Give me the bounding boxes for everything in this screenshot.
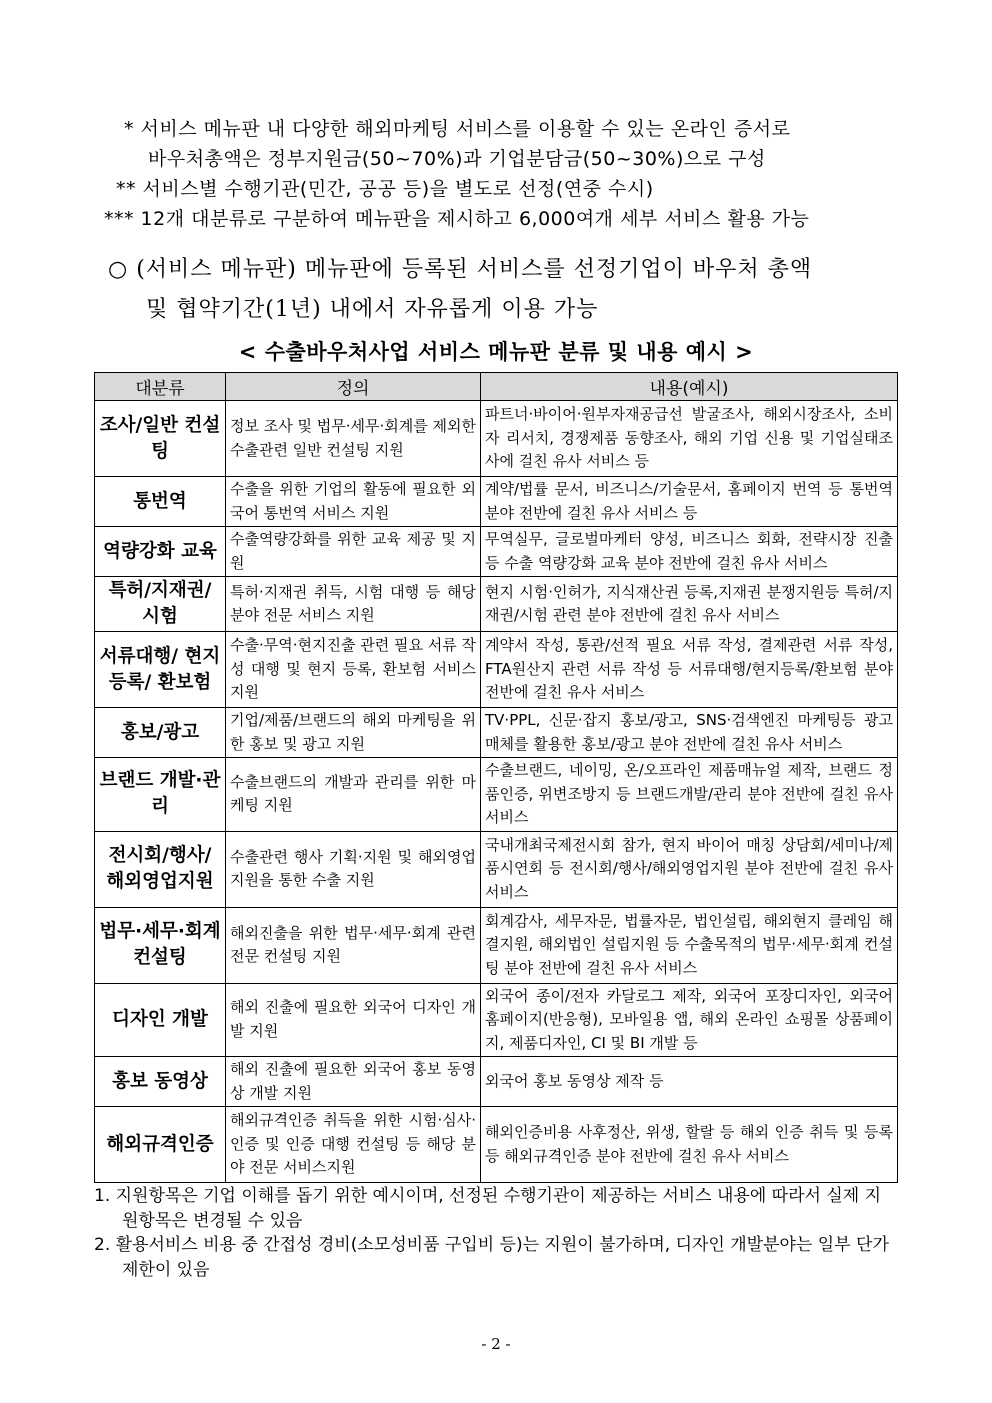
footnote-2: 2. 활용서비스 비용 중 간접성 경비(소모성비품 구입비 등)는 지원이 불가하며, 디자인 개발분야는 일부 단가제한이 있음 (94, 1235, 889, 1280)
table-row (95, 758, 898, 832)
header-definition: 정의 (226, 373, 481, 401)
table-row (95, 983, 898, 1057)
definition-cell: 정보 조사 및 법무·세무·회계를 제외한 수출관련 일반 컨설팅 지원 (226, 401, 481, 477)
category-cell: 홍보 동영상 (95, 1057, 226, 1107)
footnotes (94, 1184, 897, 1282)
note-marker: * (124, 118, 134, 140)
example-cell: 회계감사, 세무자문, 법률자문, 법인설립, 해외현지 클레임 해결지원, 해외법인 설립지원 등 수출목적의 법무·세무·회계 컨설팅 분야 전반에 걸친 유사 서비스 (481, 907, 898, 983)
note-3 (104, 204, 809, 234)
example-cell: 외국어 홍보 동영상 제작 등 (481, 1057, 898, 1107)
example-cell: 수출브랜드, 네이밍, 온/오프라인 제품매뉴얼 제작, 브랜드 정품인증, 위변조방지 등 브랜드개발/관리 분야 전반에 걸친 유사 서비스 (481, 758, 898, 832)
table-row (95, 577, 898, 632)
table-row (95, 401, 898, 477)
table-row (95, 907, 898, 983)
header-category: 대분류 (95, 373, 226, 401)
table-row (95, 632, 898, 708)
category-cell: 통번역 (95, 477, 226, 527)
table-row (95, 527, 898, 577)
definition-cell: 기업/제품/브랜드의 해외 마케팅을 위한 홍보 및 광고 지원 (226, 708, 481, 758)
note-1 (124, 114, 790, 144)
category-cell: 역량강화 교육 (95, 527, 226, 577)
category-cell: 디자인 개발 (95, 983, 226, 1057)
circle-bullet-icon: ○ (108, 257, 129, 282)
footnote-1: 1. 지원항목은 기업 이해를 돕기 위한 예시이며, 선정된 수행기관이 제공하는 서비스 내용에 따라서 실제 지원항목은 변경될 수 있음 (94, 1186, 881, 1231)
category-cell: 홍보/광고 (95, 708, 226, 758)
service-menu-table (94, 372, 898, 1183)
table-row (95, 831, 898, 907)
table-row (95, 1057, 898, 1107)
category-cell: 전시회/행사/ 해외영업지원 (95, 831, 226, 907)
definition-cell: 수출을 위한 기업의 활동에 필요한 외국어 통번역 서비스 지원 (226, 477, 481, 527)
category-cell: 조사/일반 컨설팅 (95, 401, 226, 477)
note-1-continued (148, 144, 766, 174)
example-cell: 계약/법률 문서, 비즈니스/기술문서, 홈페이지 번역 등 통번역 분야 전반에 걸친 유사 서비스 등 (481, 477, 898, 527)
definition-cell: 해외 진출에 필요한 외국어 홍보 동영상 개발 지원 (226, 1057, 481, 1107)
table-row (95, 708, 898, 758)
category-cell: 서류대행/ 현지등록/ 환보험 (95, 632, 226, 708)
table-row (95, 477, 898, 527)
definition-cell: 수출브랜드의 개발과 관리를 위한 마케팅 지원 (226, 758, 481, 832)
bullet-line-2: 및 협약기간(1년) 내에서 자유롭게 이용 가능 (146, 297, 599, 322)
definition-cell: 수출역량강화를 위한 교육 제공 및 지원 (226, 527, 481, 577)
definition-cell: 해외규격인증 취득을 위한 시험·심사·인증 및 인증 대행 컨설팅 등 해당 분야 전문 서비스지원 (226, 1107, 481, 1183)
table-row (95, 1107, 898, 1183)
example-cell: 해외인증비용 사후정산, 위생, 할랄 등 해외 인증 취득 및 등록 등 해외규격인증 분야 전반에 걸친 유사 서비스 (481, 1107, 898, 1183)
bullet-line-1 (108, 250, 908, 290)
page-number: - 2 - (481, 1335, 511, 1353)
note-2 (116, 174, 654, 204)
note-text: 12개 대분류로 구분하여 메뉴판을 제시하고 6,000여개 세부 서비스 활용 가능 (140, 208, 810, 230)
note-marker: ** (116, 178, 136, 200)
category-cell: 브랜드 개발·관리 (95, 758, 226, 832)
note-text: 서비스 메뉴판 내 다양한 해외마케팅 서비스를 이용할 수 있는 온라인 증서로 (140, 118, 791, 140)
example-cell: 국내개최국제전시회 참가, 현지 바이어 매칭 상담회/세미나/제품시연회 등 전시회/행사/해외영업지원 분야 전반에 걸친 유사 서비스 (481, 831, 898, 907)
category-cell: 해외규격인증 (95, 1107, 226, 1183)
example-cell: 계약서 작성, 통관/선적 필요 서류 작성, 결제관련 서류 작성, FTA원산지 관련 서류 작성 등 서류대행/현지등록/환보험 분야 전반에 걸친 유사 서비스 (481, 632, 898, 708)
table-header-row (95, 373, 898, 401)
header-example: 내용(예시) (481, 373, 898, 401)
bullet-text: (서비스 메뉴판) 메뉴판에 등록된 서비스를 선정기업이 바우처 총액 (136, 257, 813, 282)
definition-cell: 해외 진출에 필요한 외국어 디자인 개발 지원 (226, 983, 481, 1057)
example-cell: 파트너·바이어·원부자재공급선 발굴조사, 해외시장조사, 소비자 리서치, 경쟁제품 동향조사, 해외 기업 신용 및 기업실태조사에 걸친 유사 서비스 등 (481, 401, 898, 477)
note-text: 바우처총액은 정부지원금(50~70%)과 기업분담금(50~30%)으로 구성 (148, 148, 766, 170)
example-cell: TV·PPL, 신문·잡지 홍보/광고, SNS·검색엔진 마케팅등 광고 매체를 활용한 홍보/광고 분야 전반에 걸친 유사 서비스 (481, 708, 898, 758)
note-marker: *** (104, 208, 134, 230)
category-cell: 법무·세무·회계 컨설팅 (95, 907, 226, 983)
example-cell: 무역실무, 글로벌마케터 양성, 비즈니스 회화, 전략시장 진출 등 수출 역량강화 교육 분야 전반에 걸친 유사 서비스 (481, 527, 898, 577)
note-text: 서비스별 수행기관(민간, 공공 등)을 별도로 선정(연중 수시) (142, 178, 654, 200)
example-cell: 외국어 종이/전자 카달로그 제작, 외국어 포장디자인, 외국어 홈페이지(반응형), 모바일용 앱, 해외 온라인 쇼핑몰 상품페이지, 제품디자인, CI 및 BI 개발 등 (481, 983, 898, 1057)
definition-cell: 특허·지재권 취득, 시험 대행 등 해당 분야 전문 서비스 지원 (226, 577, 481, 632)
definition-cell: 수출관련 행사 기획·지원 및 해외영업지원을 통한 수출 지원 (226, 831, 481, 907)
category-cell: 특허/지재권/ 시험 (95, 577, 226, 632)
definition-cell: 수출·무역·현지진출 관련 필요 서류 작성 대행 및 현지 등록, 환보험 서비스 지원 (226, 632, 481, 708)
service-menu-paragraph (108, 250, 908, 330)
example-cell: 현지 시험·인허가, 지식재산권 등록,지재권 분쟁지원등 특허/지재권/시험 관련 분야 전반에 걸친 유사 서비스 (481, 577, 898, 632)
table-caption: < 수출바우처사업 서비스 메뉴판 분류 및 내용 예시 > (238, 340, 754, 364)
definition-cell: 해외진출을 위한 법무·세무·회계 관련 전문 컨설팅 지원 (226, 907, 481, 983)
